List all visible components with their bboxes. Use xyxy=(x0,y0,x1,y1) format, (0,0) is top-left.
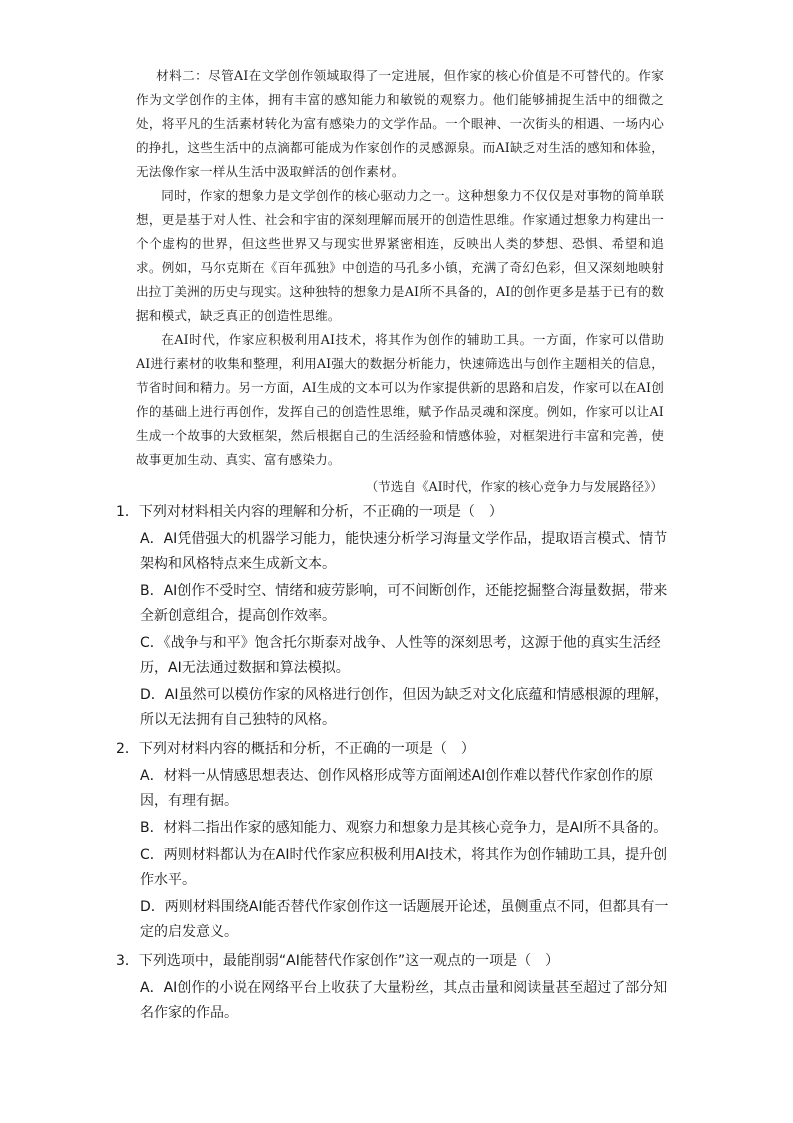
source-citation: （节选自《AI时代，作家的核心竞争力与发展路径》） xyxy=(365,479,663,494)
question-3 xyxy=(116,949,676,1026)
question-stem: 3．下列选项中，最能削弱“AI能替代作家创作”这一观点的一项是（ ） xyxy=(116,953,560,969)
material-paragraph-1: 材料二：尽管AI在文学创作领域取得了一定进展，但作家的核心价值是不可替代的。作家作为文学创作的主体，拥有丰富的感知能力和敏锐的观察力。他们能够捕捉生活中的细微之处，将平凡的生活素材转化为富有感染力的文学作品。一个眼神、一次街头的相遇、一场内心的挣扎，这些生活中的点滴都可能成为作家创作的灵感源泉。而AI缺乏对生活的感知和体验，无法像作家一样从生活中汲取鲜活的创作素材。 xyxy=(136,68,664,179)
question-stem: 2．下列对材料内容的概括和分析，不正确的一项是（ ） xyxy=(116,741,475,757)
question-list xyxy=(116,500,676,1030)
material-paragraph-2: 同时，作家的想象力是文学创作的核心驱动力之一。这种想象力不仅仅是对事物的简单联想，更是基于对人性、社会和宇宙的深刻理解而展开的创造性思维。作家通过想象力构建出一个个虚构的世界，但这些世界又与现实世界紧密相连，反映出人类的梦想、恐惧、希望和追求。例如，马尔克斯在《百年孤独》中创造的马孔多小镇，充满了奇幻色彩，但又深刻地映射出拉丁美洲的历史与现实。这种独特的想象力是AI所不具备的，AI的创作更多是基于已有的数据和模式，缺乏真正的创造性思维。 xyxy=(136,188,664,323)
material-paragraph-3: 在AI时代，作家应积极利用AI技术，将其作为创作的辅助工具。一方面，作家可以借助AI进行素材的收集和整理，利用AI强大的数据分析能力，快速筛选出与创作主题相关的信息，节省时间和精力。另一方面，AI生成的文本可以为作家提供新的思路和启发，作家可以在AI创作的基础上进行再创作，发挥自己的创造性思维，赋予作品灵魂和深度。例如，作家可以让AI生成一个故事的大致框架，然后根据自己的生活经验和情感体验，对框架进行丰富和完善，使故事更加生动、真实、富有感染力。 xyxy=(136,332,664,467)
option-a: A．AI创作的小说在网络平台上收获了大量粉丝，其点击量和阅读量甚至超过了部分知名作家的作品。 xyxy=(140,980,668,1021)
material-two-passage xyxy=(136,64,664,472)
option-b: B．AI创作不受时空、情绪和疲劳影响，可不间断创作，还能挖掘整合海量数据，带来全新创意组合，提高创作效率。 xyxy=(140,583,668,624)
option-d: D．AI虽然可以模仿作家的风格进行创作，但因为缺乏对文化底蕴和情感根源的理解，所以无法拥有自己独特的风格。 xyxy=(140,687,669,728)
option-a: A．材料一从情感思想表达、创作风格形成等方面阐述AI创作难以替代作家创作的原因，有理有据。 xyxy=(140,768,654,809)
question-1 xyxy=(116,500,676,733)
question-stem: 1．下列对材料相关内容的理解和分析，不正确的一项是（ ） xyxy=(116,504,503,520)
option-c: C．《战争与和平》饱含托尔斯泰对战争、人性等的深刻思考，这源于他的真实生活经历，AI无法通过数据和算法模拟。 xyxy=(140,635,661,676)
option-c: C．两则材料都认为在AI时代作家应积极利用AI技术，将其作为创作辅助工具，提升创作水平。 xyxy=(140,847,668,888)
option-d: D．两则材料围绕AI能否替代作家创作这一话题展开论述，虽侧重点不同，但都具有一定的启发意义。 xyxy=(140,899,669,940)
option-b: B．材料二指出作家的感知能力、观察力和想象力是其核心竞争力，是AI所不具备的。 xyxy=(140,820,668,836)
question-2 xyxy=(116,737,676,945)
option-a: A．AI凭借强大的机器学习能力，能快速分析学习海量文学作品，提取语言模式、情节架构和风格特点来生成新文本。 xyxy=(140,531,668,572)
